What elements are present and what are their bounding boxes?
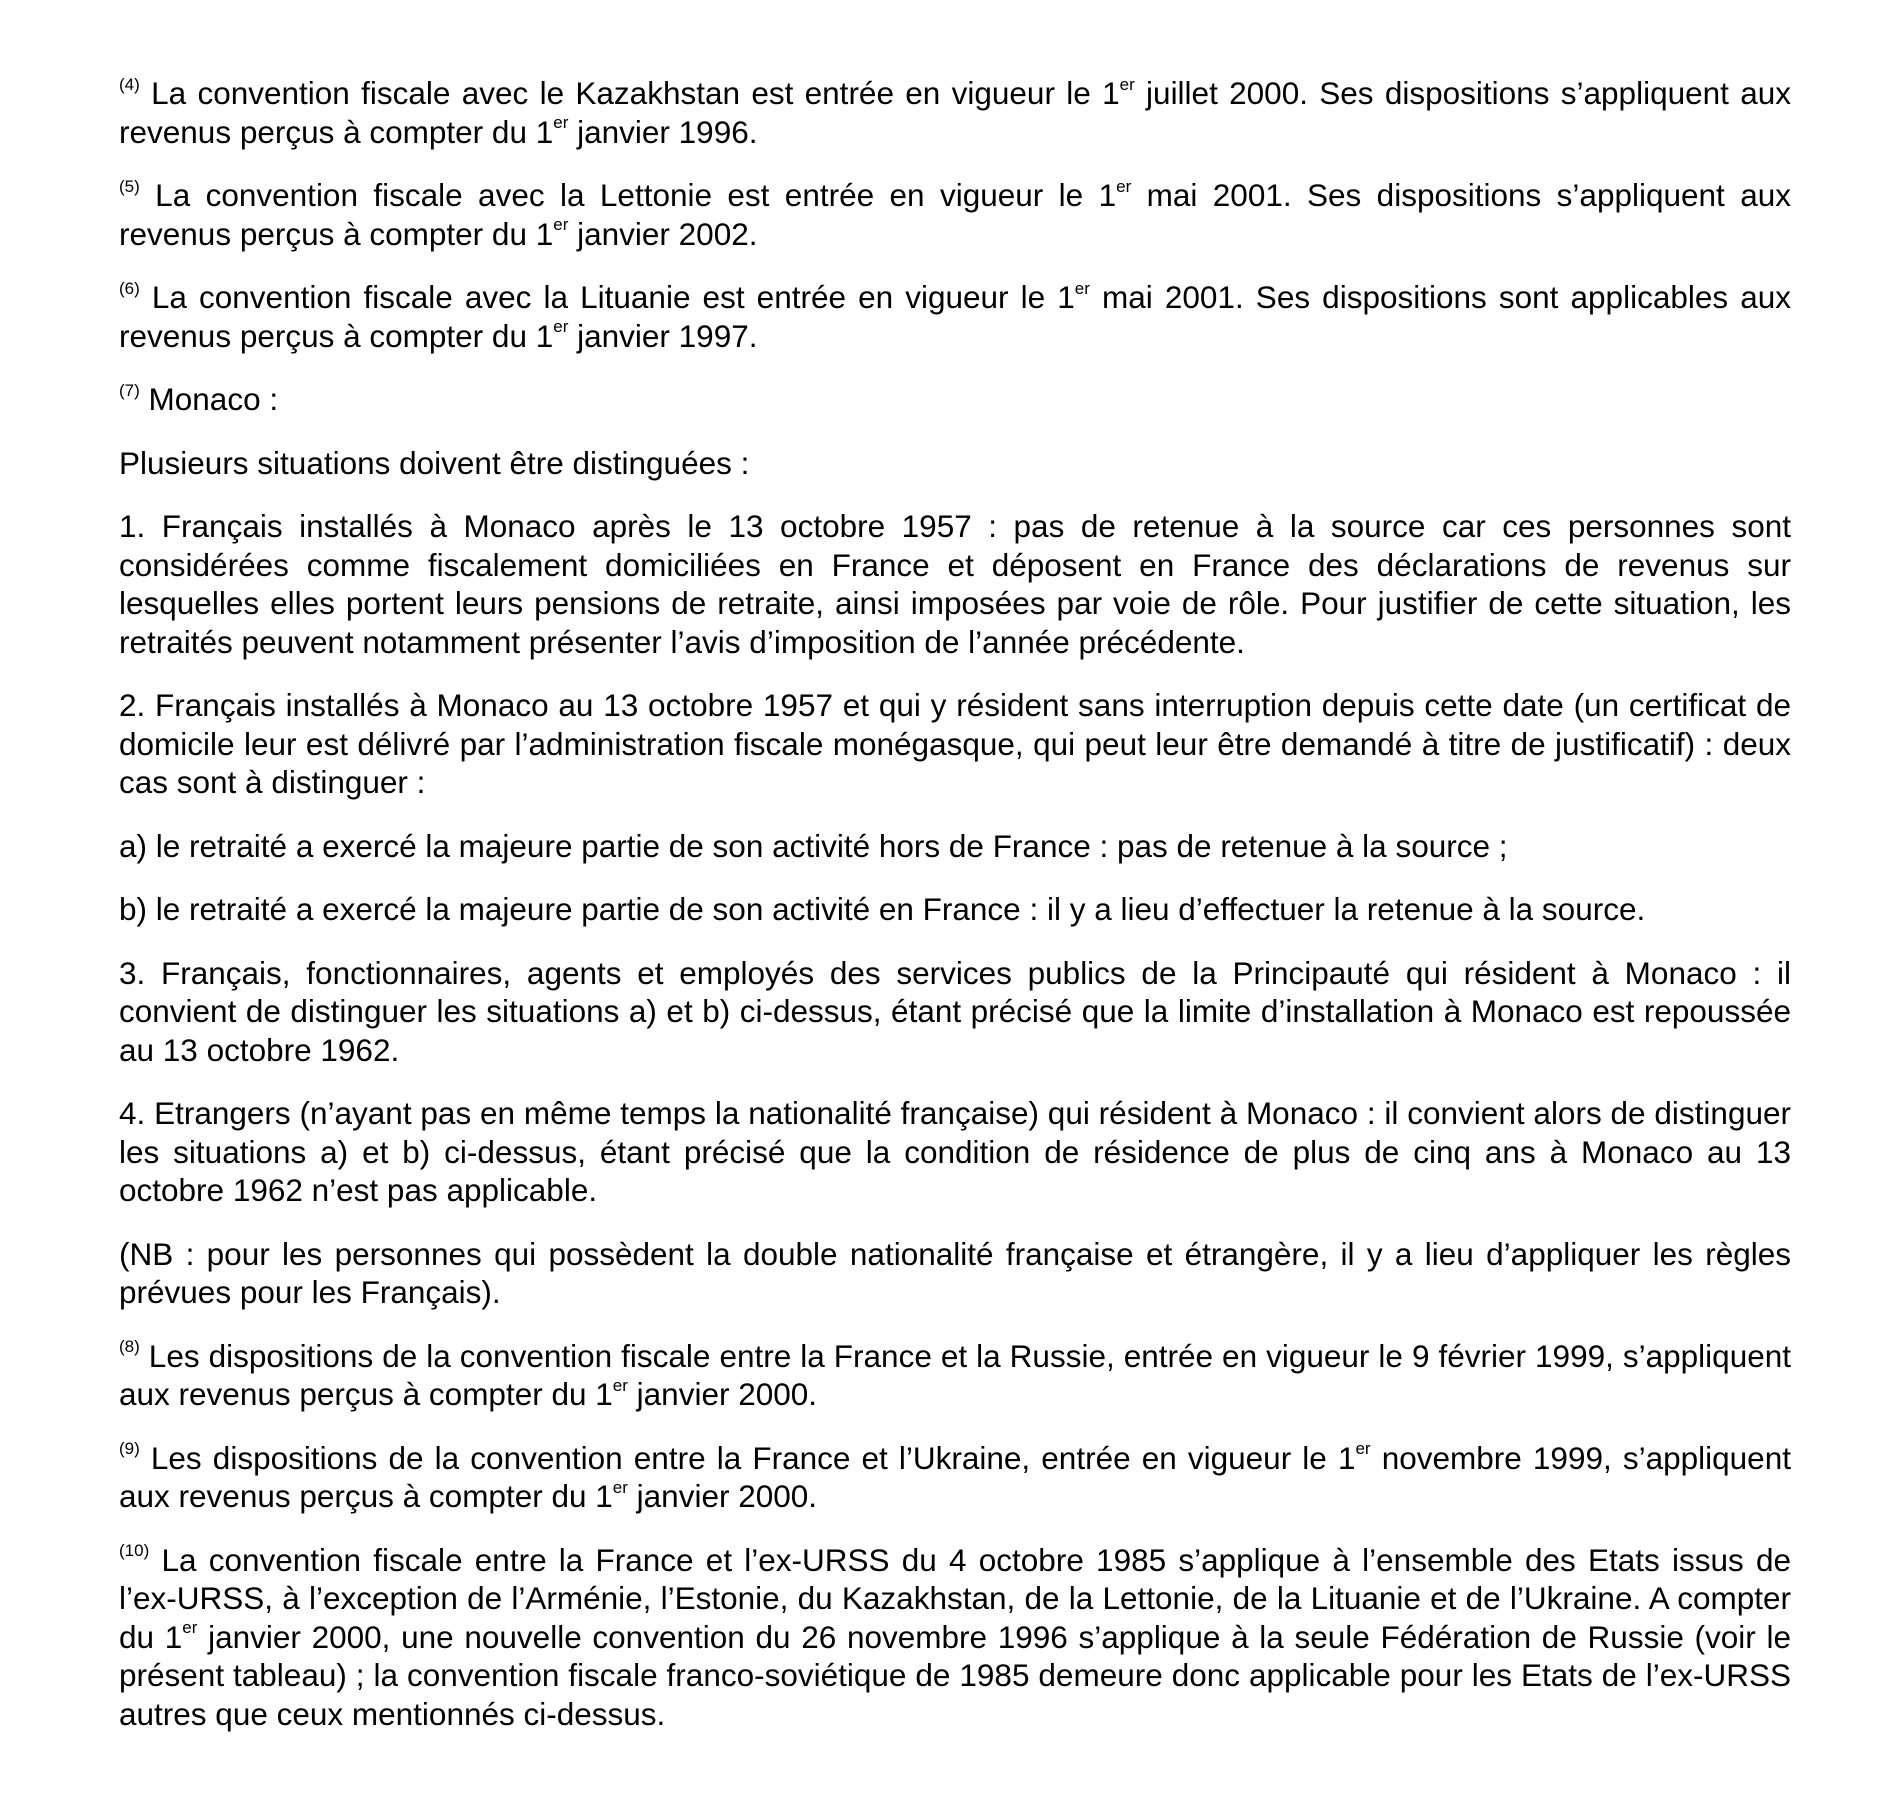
monaco-situation-2: 2. Français installés à Monaco au 13 octobre 1957 et qui y résident sans interruption depuis cette date (un certificat de domicile leur est délivré par l’administration fiscale monégasque, qui peut leur être demandé à titre de justificatif) : deux cas sont à distinguer : <box>119 687 1791 800</box>
footnote-marker: (6) <box>119 278 140 298</box>
footnote-10 <box>119 1541 1791 1734</box>
footnote-text: mai 2001. Ses dispositions sont applicables aux revenus perçus à compter du 1 <box>119 279 1792 354</box>
footnote-text: janvier 2000. <box>627 1478 818 1514</box>
footnote-text: Les dispositions de la convention fiscale entre la France et la Russie, entrée en vigueur le 9 février 1999, s’appliquent aux revenus perçus à compter du 1 <box>119 1337 1791 1412</box>
footnote-text: mai 2001. Ses dispositions s’appliquent aux revenus perçus à compter du 1 <box>119 177 1791 252</box>
monaco-situation-3: 3. Français, fonctionnaires, agents et employés des services publics de la Principauté qui résident à Monaco : il convient de distinguer les situations a) et b) ci-dessus, étant précisé que la limite d’installation à Monaco est repoussée au 13 octobre 1962. <box>119 954 1791 1068</box>
monaco-nb-note: (NB : pour les personnes qui possèdent la double nationalité française et étrangère, il y a lieu d’appliquer les règles prévues pour les Français). <box>119 1235 1791 1310</box>
footnote-9 <box>119 1439 1791 1516</box>
footnote-text: juillet 2000. Ses dispositions s’appliquent aux revenus perçus à compter du 1 <box>119 75 1792 150</box>
footnote-text: La convention fiscale avec la Lettonie est entrée en vigueur le 1 <box>139 177 1117 213</box>
ordinal-suffix: er <box>553 113 569 132</box>
footnote-text: janvier 2000, une nouvelle convention du 26 novembre 1996 s’applique à la seule Fédération de Russie (voir le présent tableau) ; la convention fiscale franco-soviétique de 1985 demeure donc applicable pour les Etats de l’ex-URSS autres que ceux mentionnés ci-dessus. <box>119 1618 1791 1732</box>
document-page <box>119 74 1791 1758</box>
footnote-marker: (9) <box>119 1439 140 1458</box>
footnote-text: La convention fiscale avec la Lituanie est entrée en vigueur le 1 <box>139 279 1075 315</box>
monaco-situation-4: 4. Etrangers (n’ayant pas en même temps la nationalité française) qui résident à Monaco : il convient alors de distinguer les situations a) et b) ci-dessus, étant précisé que la condition de résidence de plus de cinq ans à Monaco au 13 octobre 1962 n’est pas applicable. <box>119 1095 1791 1208</box>
footnote-marker: (8) <box>119 1337 140 1356</box>
ordinal-suffix: er <box>612 1477 628 1497</box>
footnote-text: novembre 1999, s’appliquent aux revenus perçus à compter du 1 <box>119 1439 1791 1514</box>
footnote-8 <box>119 1337 1791 1414</box>
footnote-text: Les dispositions de la convention entre la France et l’Ukraine, entrée en vigueur le 1 <box>139 1439 1356 1476</box>
footnote-text: Monaco : <box>139 381 279 417</box>
footnote-5 <box>119 176 1791 253</box>
ordinal-suffix: er <box>1074 278 1090 298</box>
footnote-6 <box>119 278 1791 355</box>
footnote-marker: (10) <box>119 1541 150 1560</box>
footnote-marker: (4) <box>119 74 140 94</box>
ordinal-suffix: er <box>553 215 569 234</box>
ordinal-suffix: er <box>1119 74 1135 94</box>
footnote-text: La convention fiscale avec le Kazakhstan est entrée en vigueur le 1 <box>139 75 1120 111</box>
footnote-marker: (5) <box>119 176 140 196</box>
ordinal-suffix: er <box>1355 1439 1371 1458</box>
monaco-situation-1: 1. Français installés à Monaco après le 13 octobre 1957 : pas de retenue à la source car ces personnes sont considérées comme fiscalement domiciliées en France et déposent en France des déclarations de revenus sur lesquelles elles portent leurs pensions de retraite, ainsi imposées par voie de rôle. Pour justifier de cette situation, les retraités peuvent notamment présenter l’avis d’imposition de l’année précédente. <box>119 508 1791 660</box>
footnote-marker: (7) <box>119 380 140 400</box>
monaco-case-a: a) le retraité a exercé la majeure partie de son activité hors de France : pas de retenue à la source ; <box>119 827 1508 864</box>
footnote-text: janvier 2002. <box>568 215 758 252</box>
ordinal-suffix: er <box>553 317 569 336</box>
footnote-text: janvier 1997. <box>568 317 758 354</box>
footnote-text: janvier 1996. <box>568 113 758 150</box>
ordinal-suffix: er <box>612 1375 628 1395</box>
footnote-4 <box>119 74 1791 151</box>
ordinal-suffix: er <box>1116 176 1132 196</box>
monaco-intro: Plusieurs situations doivent être distinguées : <box>119 444 750 481</box>
footnote-text: La convention fiscale entre la France et l’ex-URSS du 4 octobre 1985 s’applique à l’ensemble des Etats issus de l’ex-URSS, à l’exception de l’Arménie, l’Estonie, du Kazakhstan, de la Lettonie, de la Lituanie et de l’Ukraine. A compter du 1 <box>119 1541 1791 1655</box>
monaco-case-b: b) le retraité a exercé la majeure partie de son activité en France : il y a lieu d’effectuer la retenue à la source. <box>119 891 1646 927</box>
footnote-text: janvier 2000. <box>627 1376 818 1412</box>
ordinal-suffix: er <box>182 1618 198 1637</box>
footnote-7 <box>119 380 1791 419</box>
